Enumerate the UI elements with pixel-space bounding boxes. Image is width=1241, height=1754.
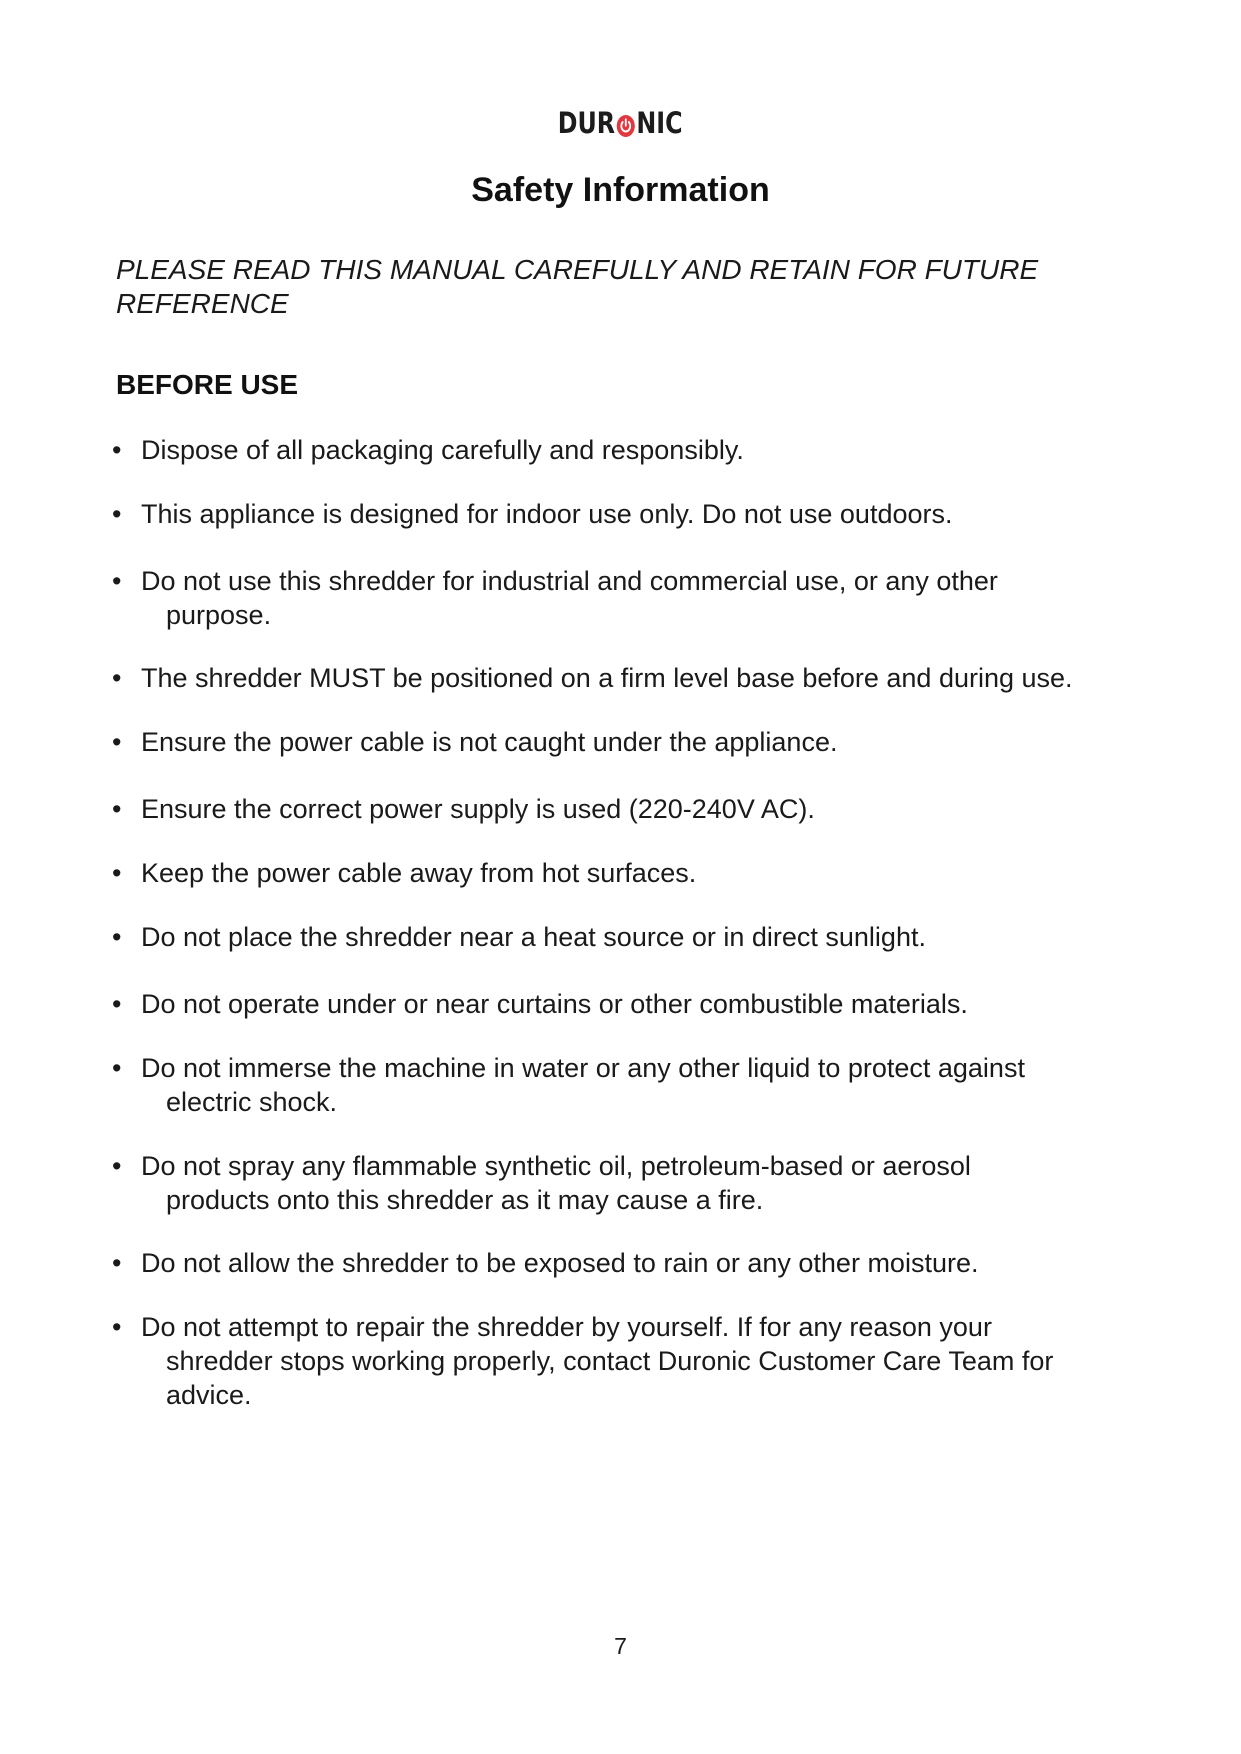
bullet-marker: • (112, 989, 122, 1019)
list-item-text: Do not place the shredder near a heat source or in direct sunlight. (141, 922, 926, 952)
logo-text-after: NIC (636, 106, 683, 140)
bullet-marker: • (112, 663, 122, 693)
bullet-marker: • (112, 499, 122, 529)
list-item (112, 433, 1122, 467)
list-item-text: Ensure the correct power supply is used (220-240V AC). (141, 794, 815, 824)
bullet-marker: • (112, 435, 122, 465)
list-item-text: Do not use this shredder for industrial and commercial use, or any other purpose. (141, 566, 998, 630)
list-item (112, 856, 1122, 890)
list-item-text: Dispose of all packaging carefully and responsibly. (141, 435, 744, 465)
bullet-marker: • (112, 1312, 122, 1342)
bullet-marker: • (112, 727, 122, 757)
list-item (112, 792, 1122, 826)
list-item-text: Do not immerse the machine in water or any other liquid to protect against electric shock. (141, 1053, 1025, 1117)
list-item (112, 987, 1122, 1021)
section-heading-before-use: BEFORE USE (116, 369, 299, 400)
bullet-marker: • (112, 1053, 122, 1083)
list-item (112, 497, 1122, 531)
list-item-text: Do not allow the shredder to be exposed to rain or any other moisture. (141, 1248, 979, 1278)
list-item (112, 920, 1122, 954)
list-item-text: This appliance is designed for indoor use only. Do not use outdoors. (141, 499, 953, 529)
list-item-text: Ensure the power cable is not caught under the appliance. (141, 727, 838, 757)
bullet-marker: • (112, 922, 122, 952)
list-item (112, 725, 1122, 759)
list-item-text: Do not spray any flammable synthetic oil, petroleum-based or aerosol products onto this shredder as it may cause a fire. (141, 1151, 971, 1215)
list-item (112, 1246, 1122, 1280)
bullet-marker: • (112, 858, 122, 888)
list-item (112, 1310, 1102, 1412)
bullet-marker: • (112, 794, 122, 824)
bullet-marker: • (112, 1151, 122, 1181)
list-item-text: Do not attempt to repair the shredder by yourself. If for any reason your shredder stops working properly, contact Duronic Customer Care Team for advice. (141, 1312, 1054, 1410)
bullet-marker: • (112, 1248, 122, 1278)
list-item (112, 661, 1122, 695)
list-item-text: Do not operate under or near curtains or other combustible materials. (141, 989, 968, 1019)
page-number: 7 (614, 1633, 627, 1659)
logo-text-before: DUR (558, 106, 616, 140)
retain-manual-notice: PLEASE READ THIS MANUAL CAREFULLY AND RETAIN FOR FUTURE REFERENCE (116, 254, 1039, 319)
list-item-text: The shredder MUST be positioned on a firm level base before and during use. (141, 663, 1073, 693)
bullet-marker: • (112, 566, 122, 596)
list-item-text: Keep the power cable away from hot surfaces. (141, 858, 697, 888)
list-item (112, 1051, 1062, 1119)
list-item (112, 564, 1032, 632)
list-item (112, 1149, 1017, 1217)
page-title: Safety Information (471, 171, 770, 209)
